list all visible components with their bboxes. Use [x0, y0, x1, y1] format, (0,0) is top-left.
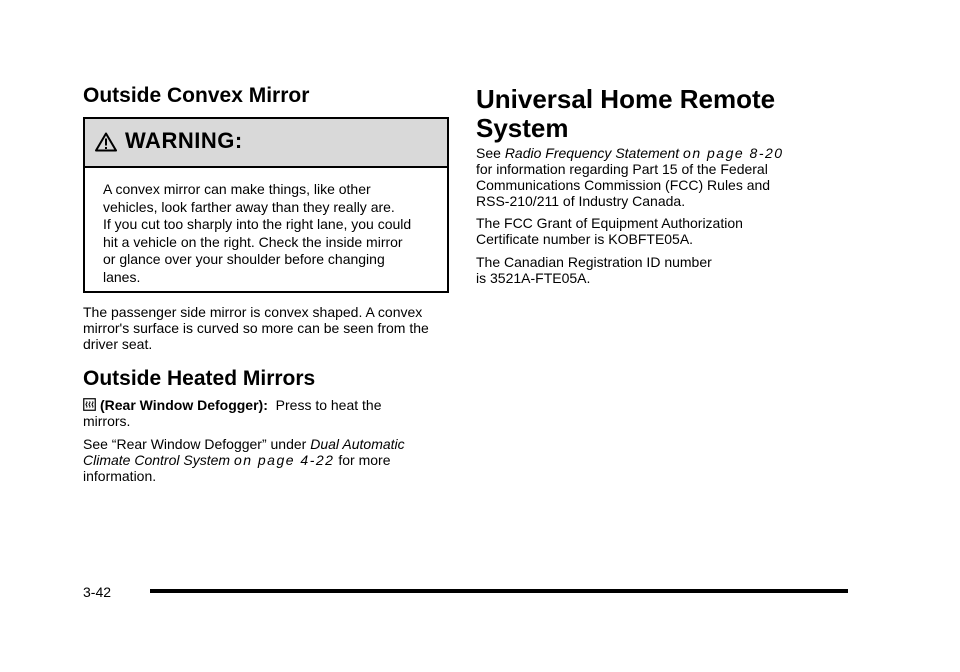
warning-line: or glance over your shoulder before changing	[103, 251, 385, 267]
heading-outside-convex-mirror: Outside Convex Mirror	[83, 84, 310, 107]
heading-universal-home-remote	[476, 85, 775, 143]
warning-box	[83, 117, 449, 293]
warning-line: If you cut too sharply into the right lane, you could	[103, 216, 412, 232]
see-suffix: for more	[338, 452, 391, 468]
heading-outside-heated-mirrors: Outside Heated Mirrors	[83, 367, 316, 390]
page-reference[interactable]: on page 4-22	[233, 452, 335, 468]
climate-control-link[interactable]: Dual Automatic	[310, 436, 405, 452]
defogger-text: Press to heat the	[275, 397, 382, 413]
heading-line: Universal Home Remote	[476, 84, 776, 114]
paragraph-line: mirror's surface is curved so more can be seen from the	[83, 320, 429, 336]
warning-text	[103, 181, 433, 286]
heading-line: System	[476, 113, 569, 143]
footer-rule	[150, 589, 848, 593]
paragraph-line: driver seat.	[83, 336, 153, 352]
paragraph-line: Communications Commission (FCC) Rules and	[476, 177, 771, 193]
page-reference[interactable]: on page 8-20	[683, 145, 784, 161]
paragraph-line: The Canadian Registration ID number	[476, 254, 712, 270]
paragraph-line: The passenger side mirror is convex shaped. A convex	[83, 304, 423, 320]
convex-mirror-paragraph	[83, 304, 449, 352]
paragraph-line: RSS-210/211 of Industry Canada.	[476, 193, 686, 209]
warning-line: A convex mirror can make things, like other	[103, 181, 371, 197]
page-number: 3-42	[83, 584, 112, 600]
paragraph-line: The FCC Grant of Equipment Authorization	[476, 215, 743, 231]
paragraph-line: for information regarding Part 15 of the Federal	[476, 161, 768, 177]
paragraph-line: Certificate number is KOBFTE05A.	[476, 231, 694, 247]
radio-frequency-paragraph	[476, 145, 806, 209]
fcc-paragraph	[476, 215, 806, 247]
rear-defogger-icon	[83, 398, 96, 411]
radio-frequency-link[interactable]: Radio Frequency Statement	[504, 145, 680, 161]
defogger-paragraph	[83, 397, 449, 429]
warning-triangle-icon	[95, 132, 117, 152]
warning-title: WARNING:	[125, 128, 243, 153]
canadian-registration-paragraph	[476, 254, 806, 286]
warning-header	[85, 119, 447, 168]
warning-line: lanes.	[103, 268, 141, 285]
warning-line: hit a vehicle on the right. Check the inside mirror	[103, 233, 403, 250]
see-last: information.	[83, 468, 157, 484]
warning-line: vehicles, look farther away than they really are.	[103, 198, 395, 215]
defogger-text-cont: mirrors.	[83, 413, 131, 429]
see-prefix: See “Rear Window Defogger” under	[83, 436, 307, 452]
paragraph-line: is 3521A-FTE05A.	[476, 270, 591, 286]
climate-control-link-cont[interactable]: Climate Control System	[83, 452, 231, 468]
see-word: See	[476, 145, 501, 161]
defogger-label: (Rear Window Defogger):	[100, 397, 268, 413]
see-climate-paragraph	[83, 436, 449, 484]
